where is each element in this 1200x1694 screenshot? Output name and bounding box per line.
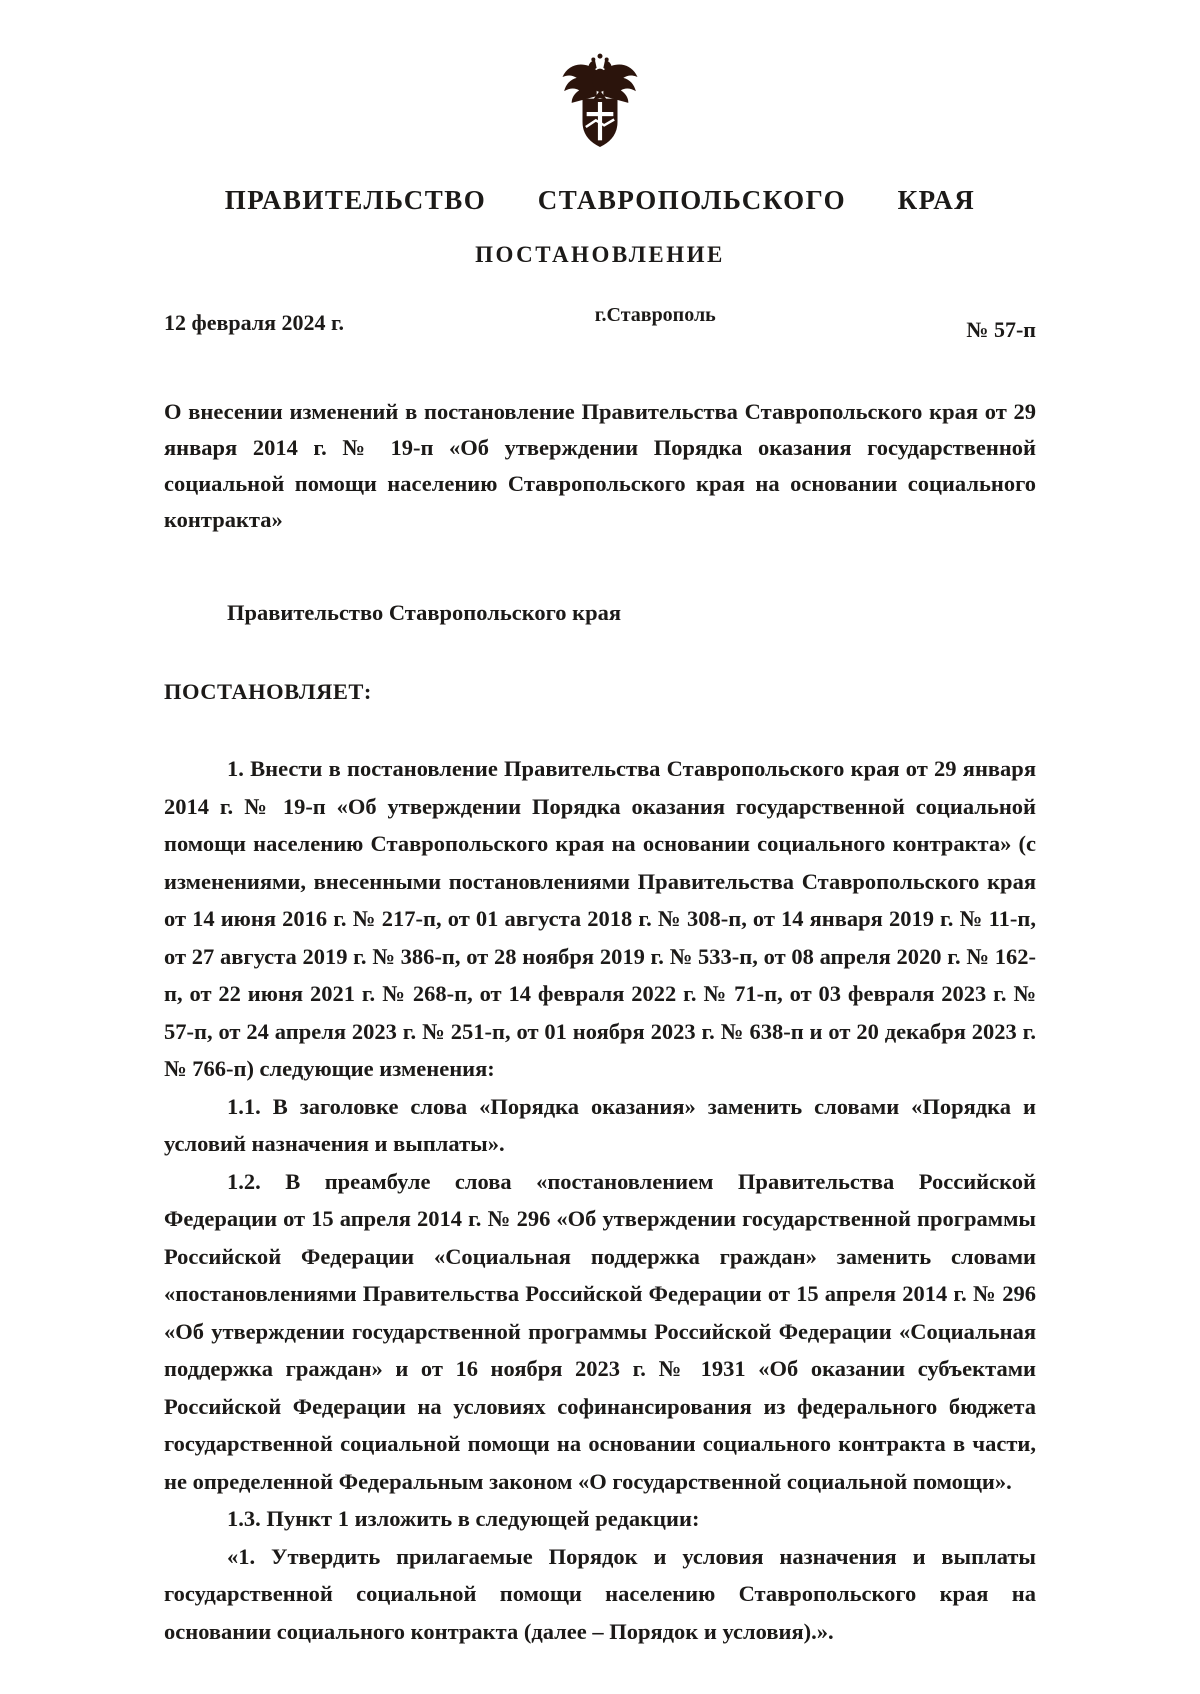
document-body: [164, 750, 1036, 1650]
coat-of-arms-icon: [558, 52, 642, 152]
document-title: О внесении изменений в постановление Правительства Ставропольского края от 29 января 2014 г. № 19-п «Об утверждении Порядка оказания государственной социальной помощи населению Ставропольского края на основании социального контракта»: [164, 399, 1036, 532]
document-number: № 57-п: [966, 317, 1036, 342]
paragraph-1: 1. Внести в постановление Правительства Ставропольского края от 29 января 2014 г. № 19-п «Об утверждении Порядка оказания государственной социальной помощи населению Ставропольского края на основании социального контракта» (с изменениями, внесенными постановлениями Правительства Ставропольского края от 14 июня 2016 г. № 217-п, от 01 августа 2018 г. № 308-п, от 14 января 2019 г. № 11-п, от 27 августа 2019 г. № 386-п, от 28 ноября 2019 г. № 533-п, от 08 апреля 2020 г. № 162-п, от 22 июня 2021 г. № 268-п, от 14 февраля 2022 г. № 71-п, от 03 февраля 2023 г. № 57-п, от 24 апреля 2023 г. № 251-п, от 01 ноября 2023 г. № 638-п и от 20 декабря 2023 г. № 766-п) следующие изменения:: [164, 756, 1036, 1081]
coat-of-arms-container: [164, 52, 1036, 157]
document-page: [164, 0, 1036, 1650]
resolves-line: ПОСТАНОВЛЯЕТ:: [164, 679, 372, 704]
paragraph-1-3-text: «1. Утвердить прилагаемые Порядок и условия назначения и выплаты государственной социальной помощи населению Ставропольского края на основании социального контракта (далее – Порядок и условия).».: [164, 1543, 1036, 1644]
org-title: ПРАВИТЕЛЬСТВО СТАВРОПОЛЬСКОГО КРАЯ: [224, 185, 976, 215]
document-date: 12 февраля 2024 г.: [164, 310, 345, 335]
paragraph-1-3: 1.3. Пункт 1 изложить в следующей редакции:: [227, 1506, 700, 1531]
document-city: г.Ставрополь: [594, 304, 716, 326]
document-meta-row: [164, 304, 1036, 342]
intro-line: Правительство Ставропольского края: [227, 600, 622, 625]
document-type-heading: ПОСТАНОВЛЕНИЕ: [475, 242, 725, 267]
paragraph-1-1: 1.1. В заголовке слова «Порядка оказания» заменить словами «Порядка и условий назначения и выплаты».: [164, 1093, 1036, 1156]
paragraph-1-2: 1.2. В преамбуле слова «постановлением Правительства Российской Федерации от 15 апреля 2014 г. № 296 «Об утверждении государственной программы Российской Федерации «Социальная поддержка граждан» заменить словами «постановлениями Правительства Российской Федерации от 15 апреля 2014 г. № 296 «Об утверждении государственной программы Российской Федерации «Социальная поддержка граждан» и от 16 ноября 2023 г. № 1931 «Об оказании субъектами Российской Федерации на условиях софинансирования из федерального бюджета государственной социальной помощи на основании социального контракта в части, не определенной Федеральным законом «О государственной социальной помощи».: [164, 1168, 1036, 1494]
